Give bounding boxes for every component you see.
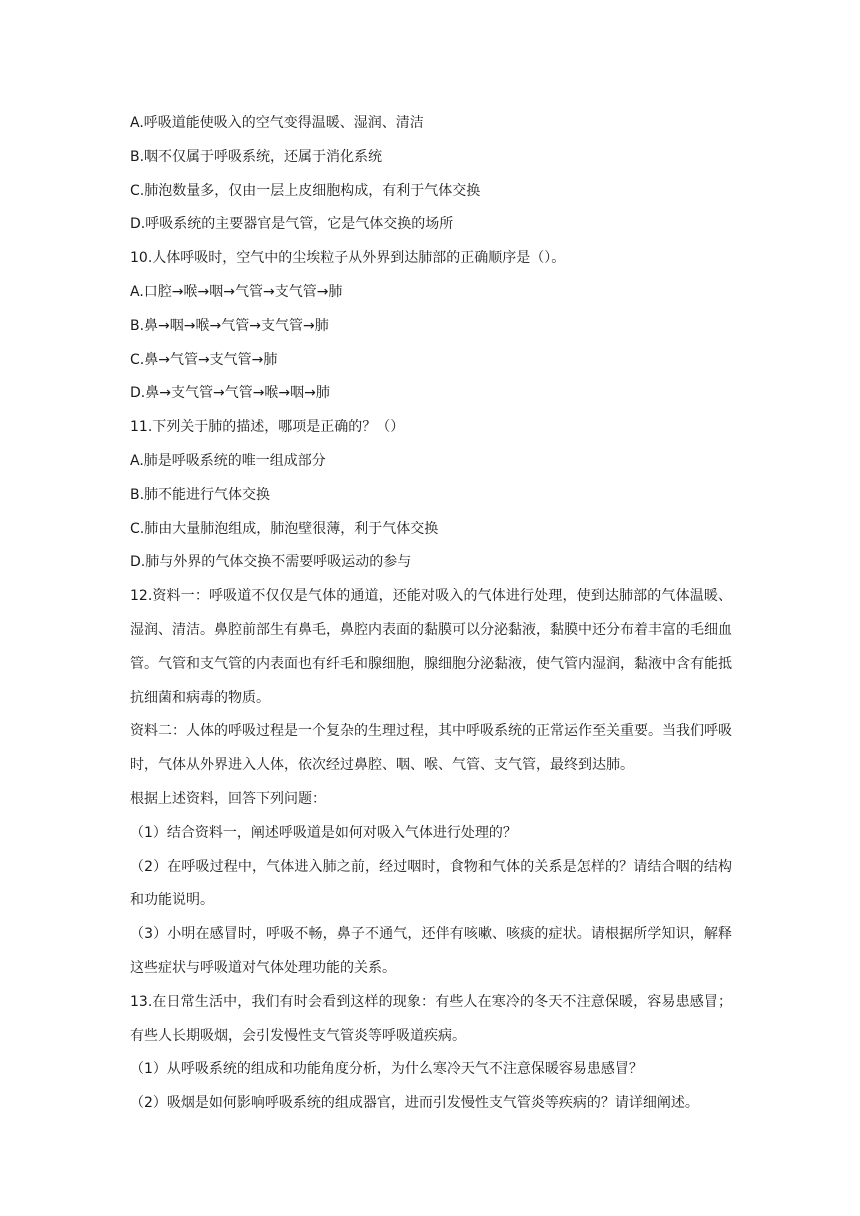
q10-option-b: B.鼻→咽→喉→气管→支气管→肺 [130, 317, 329, 334]
q11-option-b: B.肺不能进行气体交换 [130, 486, 271, 503]
q11-option-a: A.肺是呼吸系统的唯一组成部分 [130, 452, 326, 469]
q9-option-d: D.呼吸系统的主要器官是气管，它是气体交换的场所 [130, 216, 454, 233]
q10-option-a: A.口腔→喉→咽→气管→支气管→肺 [130, 283, 343, 300]
q13-sub-question-2: （2）吸烟是如何影响呼吸系统的组成器官，进而引发慢性支气管炎等疾病的？请详细阐述。 [130, 1095, 699, 1112]
q10-option-c: C.鼻→气管→支气管→肺 [130, 351, 278, 368]
q9-option-a: A.呼吸道能使吸入的空气变得温暖、湿润、清洁 [130, 115, 424, 131]
q13-sub-question-1: （1）从呼吸系统的组成和功能角度分析，为什么寒冷天气不注意保暖容易患感冒？ [130, 1061, 643, 1078]
q12-material-2: 资料二：人体的呼吸过程是一个复杂的生理过程，其中呼吸系统的正常运作至关重要。当我们呼吸时，气体从外界进入人体，依次经过鼻腔、咽、喉、气管、支气管，最终到达肺。 [130, 723, 732, 774]
q11-option-d: D.肺与外界的气体交换不需要呼吸运动的参与 [130, 554, 412, 571]
q12-instruction: 根据上述资料，回答下列问题： [130, 790, 326, 807]
q12-sub-question-1: （1）结合资料一，阐述呼吸道是如何对吸入气体进行处理的？ [130, 824, 517, 841]
q9-option-c: C.肺泡数量多，仅由一层上皮细胞构成，有利于气体交换 [130, 182, 481, 199]
q9-option-b: B.咽不仅属于呼吸系统，还属于消化系统 [130, 148, 383, 165]
q11-stem: 11.下列关于肺的描述，哪项是正确的？（） [130, 419, 405, 436]
q12-sub-question-3: （3）小明在感冒时，呼吸不畅，鼻子不通气，还伴有咳嗽、咳痰的症状。请根据所学知识，解释这些症状与呼吸道对气体处理功能的关系。 [130, 926, 732, 976]
q10-option-d: D.鼻→支气管→气管→喉→咽→肺 [130, 385, 330, 402]
q13-stem: 13.在日常生活中，我们有时会看到这样的现象：有些人在寒冷的冬天不注意保暖，容易患感冒；有些人长期吸烟，会引发慢性支气管炎等呼吸道疾病。 [130, 993, 732, 1044]
q12-material-1: 12.资料一：呼吸道不仅仅是气体的通道，还能对吸入的气体进行处理，使到达肺部的气体温暖、湿润、清洁。鼻腔前部生有鼻毛，鼻腔内表面的黏膜可以分泌黏液，黏膜中还分布着丰富的毛细血管。气管和支气管的内表面也有纤毛和腺细胞，腺细胞分泌黏液，使气管内湿润，黏液中含有能抵抗细菌和病毒的物质。 [130, 588, 732, 706]
q10-stem: 10.人体呼吸时，空气中的尘埃粒子从外界到达肺部的正确顺序是（）。 [130, 250, 566, 267]
q12-sub-question-2: （2）在呼吸过程中，气体进入肺之前，经过咽时，食物和气体的关系是怎样的？请结合咽的结构和功能说明。 [130, 858, 732, 909]
page-content [130, 107, 732, 1121]
q11-option-c: C.肺由大量肺泡组成，肺泡壁很薄，利于气体交换 [130, 520, 439, 537]
